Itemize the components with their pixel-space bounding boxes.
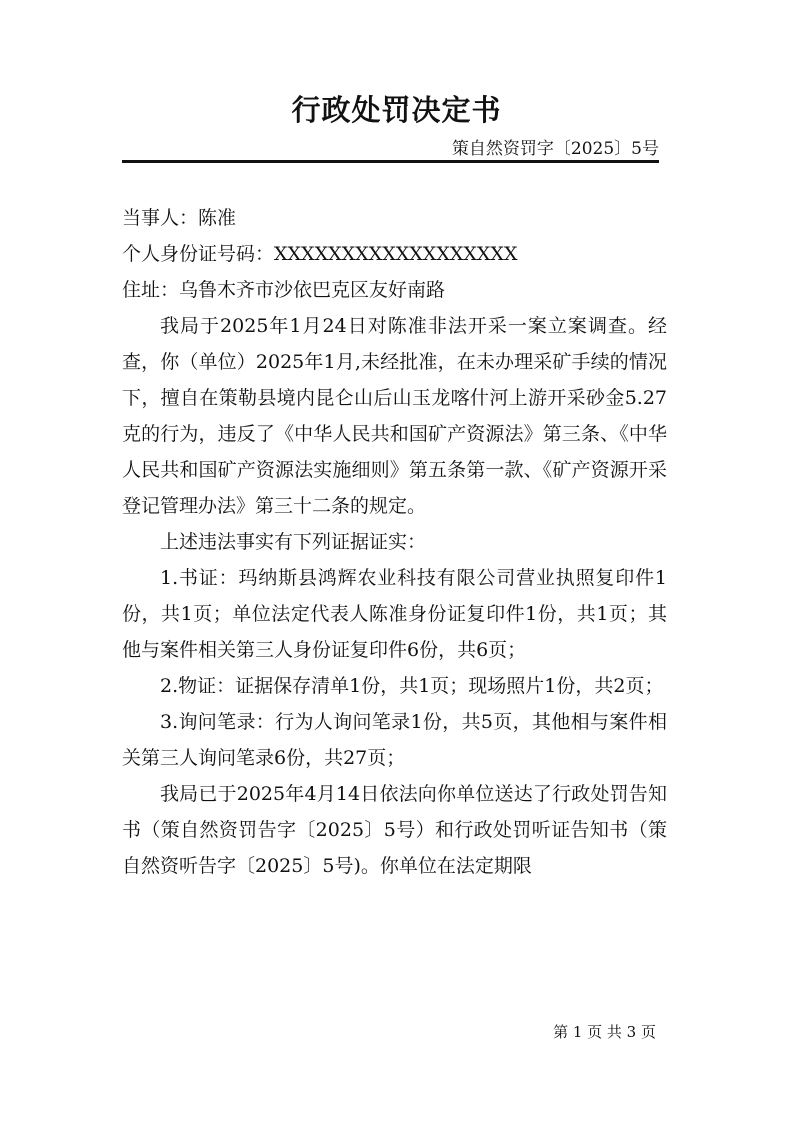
document-number: 策自然资罚字〔2025〕5号 <box>451 139 659 159</box>
document-body <box>122 200 667 884</box>
evidence-item-interview: 3.询问笔录：行为人询问笔录1份，共5页，其他相与案件相关第三人询问笔录6份，共27页； <box>122 711 667 769</box>
investigation-paragraph: 我局于2025年1月24日对陈准非法开采一案立案调查。经查，你（单位）2025年1月,未经批准，在未办理采矿手续的情况下，擅自在策勒县境内昆仑山后山玉龙喀什河上游开采砂金5.27克的行为，违反了《中华人民共和国矿产资源法》第三条、《中华人民共和国矿产资源法实施细则》第五条第一款、《矿产资源开采登记管理办法》第三十二条的规定。 <box>122 315 667 517</box>
party-id-number: 个人身份证号码：XXXXXXXXXXXXXXXXXX <box>122 243 518 265</box>
evidence-intro: 上述违法事实有下列证据证实： <box>160 531 427 553</box>
evidence-item-documentary: 1.书证：玛纳斯县鸿辉农业科技有限公司营业执照复印件1份，共1页；单位法定代表人陈准身份证复印件1份，共1页；其他与案件相关第三人身份证复印件6份，共6页； <box>122 567 667 661</box>
document-title: 行政处罚决定书 <box>291 93 502 127</box>
header-divider <box>122 160 659 163</box>
evidence-item-physical: 2.物证：证据保存清单1份，共1页；现场照片1份，共2页； <box>160 675 664 697</box>
notice-paragraph: 我局已于2025年4月14日依法向你单位送达了行政处罚告知书（策自然资罚告字〔2025〕5号）和行政处罚听证告知书（策自然资听告字〔2025〕5号)。你单位在法定期限 <box>122 783 667 877</box>
page-number: 第 1 页 共 3 页 <box>553 1023 656 1041</box>
party-address: 住址：乌鲁木齐市沙依巴克区友好南路 <box>122 279 446 301</box>
party-name: 当事人：陈准 <box>122 207 237 229</box>
